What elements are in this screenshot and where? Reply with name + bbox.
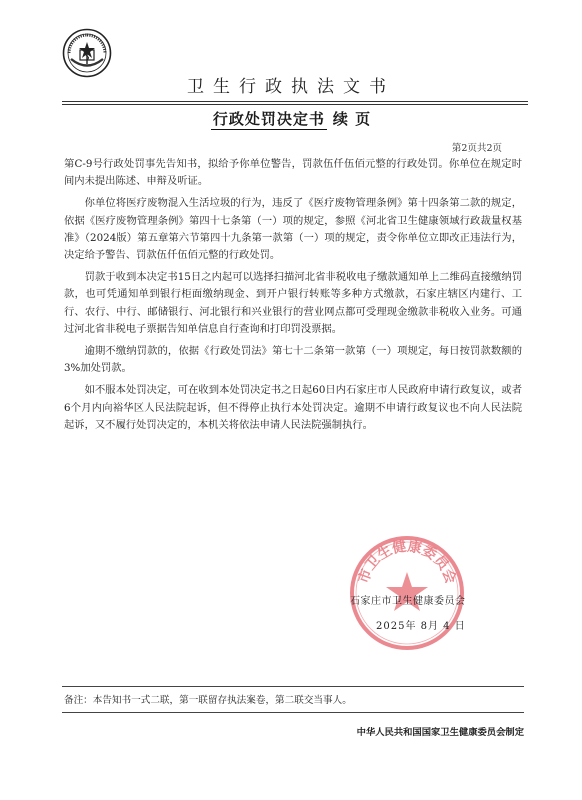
paragraph-appeal: 如不服本处罚决定，可在收到本处罚决定书之日起60日内石家庄市人民政府申请行政复议，或者6个月内向裕华区人民法院起诉，但不得停止执行本处罚决定。逾期不申请行政复议也不向人民法院起诉，又不履行处罚决定的，本机关将依法申请人民法院强制执行。: [64, 384, 522, 431]
paragraph-prior-notice: 第C-9号行政处罚事先告知书，拟给予你单位警告，罚款伍仟伍佰元整的行政处罚。你单位在规定时间内未提出陈述、申辩及听证。: [64, 158, 522, 188]
document-title-suffix: 续 页: [332, 110, 372, 128]
paragraph-violation: 你单位将医疗废物混入生活垃圾的行为，违反了《医疗废物管理条例》第十四条第二款的规定，依据《医疗废物管理条例》第四十七条第（一）项的规定，参照《河北省卫生健康领域行政裁量权基准》（2024版）第五章第六节第四十九条第一款第（一）项的规定，责令你单位立即改正违法行为，决定给予警告、罚款伍仟伍佰元整的行政处罚。: [64, 197, 522, 262]
header-rule-top: [62, 101, 528, 102]
document-body: [64, 156, 522, 439]
health-emblem-icon: [62, 28, 112, 78]
signing-organization: 石家庄市卫生健康委员会: [350, 596, 466, 607]
page-indicator: 第2页共2页: [451, 143, 502, 154]
seal-text: 市卫生健康委员会: [355, 538, 459, 586]
footer-rule-bottom: [62, 712, 524, 713]
signature-block: [350, 592, 490, 632]
paragraph-payment: 罚款于收到本决定书15日之内起可以选择扫描河北省非税收电子缴款通知单上二维码直接缴纳罚款，也可凭通知单到银行柜面缴纳现金、到开户银行转账等多种方式缴款，石家庄辖区内建行、工行、农行、中行、邮储银行、河北银行和兴业银行的营业网点都可受理现金缴款非税收入业务。可通过河北省非税电子票据告知单信息自行查询和打印罚没票据。: [64, 271, 522, 335]
footer-rule-top: [62, 686, 524, 687]
document-title: [0, 108, 582, 129]
issuing-authority: 中华人民共和国国家卫生健康委员会制定: [356, 727, 524, 738]
signing-date: 2025年 8月 4 日: [376, 621, 466, 632]
remark-note: 备注：本告知书一式二联，第一联留存执法案卷，第二联交当事人。: [64, 695, 352, 706]
document-header-title: 卫生行政执法文书: [187, 77, 395, 97]
paragraph-late-penalty: 逾期不缴纳罚款的，依据《行政处罚法》第七十二条第一款第（一）项规定，每日按罚款数额的3%加处罚款。: [64, 345, 522, 375]
header-rule-bottom: [62, 104, 528, 105]
document-title-main: 行政处罚决定书: [212, 110, 325, 128]
